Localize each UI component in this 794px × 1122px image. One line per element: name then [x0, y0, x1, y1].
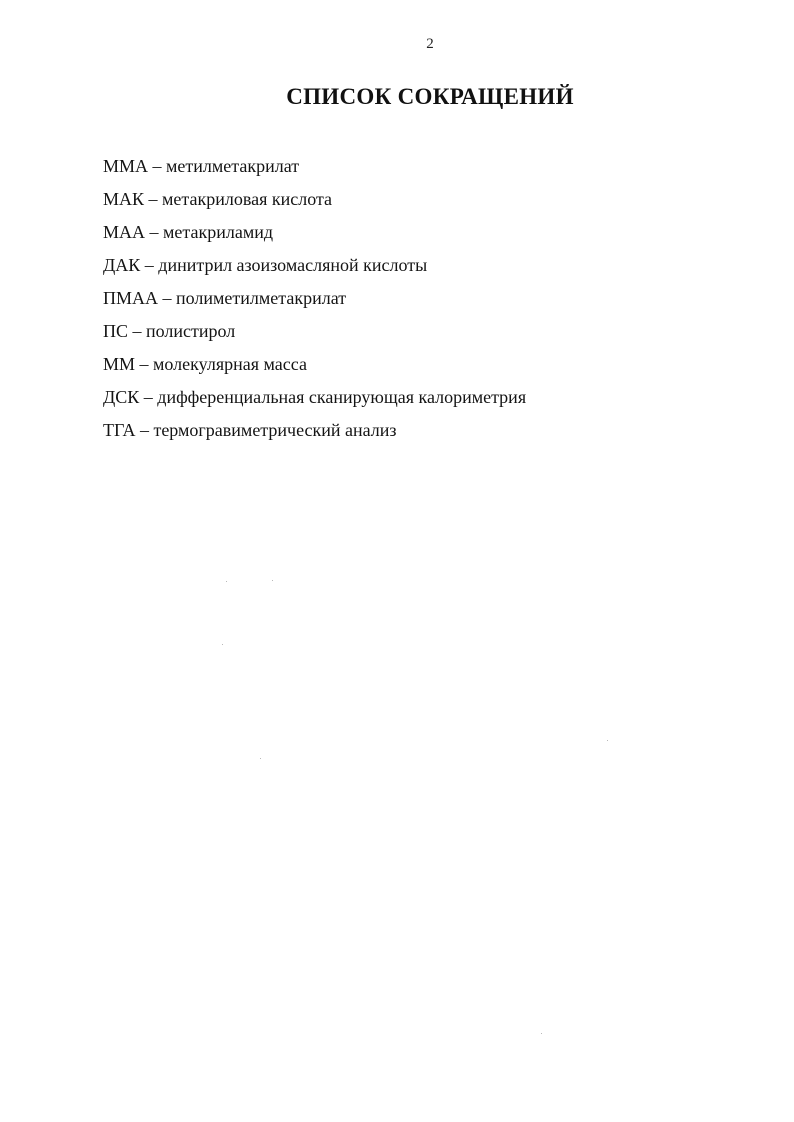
abbreviation-dash: – [162, 288, 172, 308]
abbreviation-dash: – [139, 354, 149, 374]
abbreviation-dash: – [139, 420, 149, 440]
scan-speck [607, 740, 608, 741]
scan-speck [272, 580, 273, 581]
abbreviation-item [103, 352, 526, 385]
abbreviation-item [103, 385, 526, 418]
abbreviation-definition: метакриловая кислота [162, 189, 333, 209]
abbreviation-item [103, 286, 526, 319]
abbreviation-item [103, 220, 526, 253]
abbreviation-dash: – [152, 156, 162, 176]
scan-speck [222, 644, 223, 645]
abbreviation-term: ДАК [103, 255, 141, 275]
abbreviation-term: МАК [103, 189, 145, 209]
page-title: СПИСОК СОКРАЩЕНИЙ [286, 84, 574, 109]
abbreviation-term: ПС [103, 321, 129, 341]
abbreviation-dash: – [148, 189, 158, 209]
abbreviation-term: МАА [103, 222, 146, 242]
abbreviation-list [103, 154, 526, 451]
abbreviation-definition: полиметилметакрилат [176, 288, 347, 308]
abbreviation-item [103, 319, 526, 352]
abbreviation-definition: метилметакрилат [166, 156, 300, 176]
abbreviation-term: ДСК [103, 387, 140, 407]
abbreviation-dash: – [143, 387, 153, 407]
abbreviation-item [103, 154, 526, 187]
page-number: 2 [426, 36, 434, 52]
scan-speck [260, 758, 261, 759]
abbreviation-definition: полистирол [146, 321, 236, 341]
scan-speck [541, 1033, 542, 1034]
abbreviation-definition: молекулярная масса [153, 354, 307, 374]
abbreviation-dash: – [132, 321, 142, 341]
abbreviation-definition: динитрил азоизомасляной кислоты [158, 255, 428, 275]
abbreviation-term: ММА [103, 156, 149, 176]
abbreviation-item [103, 418, 526, 451]
abbreviation-definition: дифференциальная сканирующая калориметрия [157, 387, 527, 407]
abbreviation-dash: – [144, 255, 154, 275]
abbreviation-term: ТГА [103, 420, 136, 440]
abbreviation-dash: – [149, 222, 159, 242]
abbreviation-term: ММ [103, 354, 136, 374]
scan-speck [226, 581, 227, 582]
abbreviation-item [103, 187, 526, 220]
abbreviation-item [103, 253, 526, 286]
abbreviation-term: ПМАА [103, 288, 159, 308]
abbreviation-definition: метакриламид [163, 222, 274, 242]
abbreviation-definition: термогравиметрический анализ [153, 420, 397, 440]
